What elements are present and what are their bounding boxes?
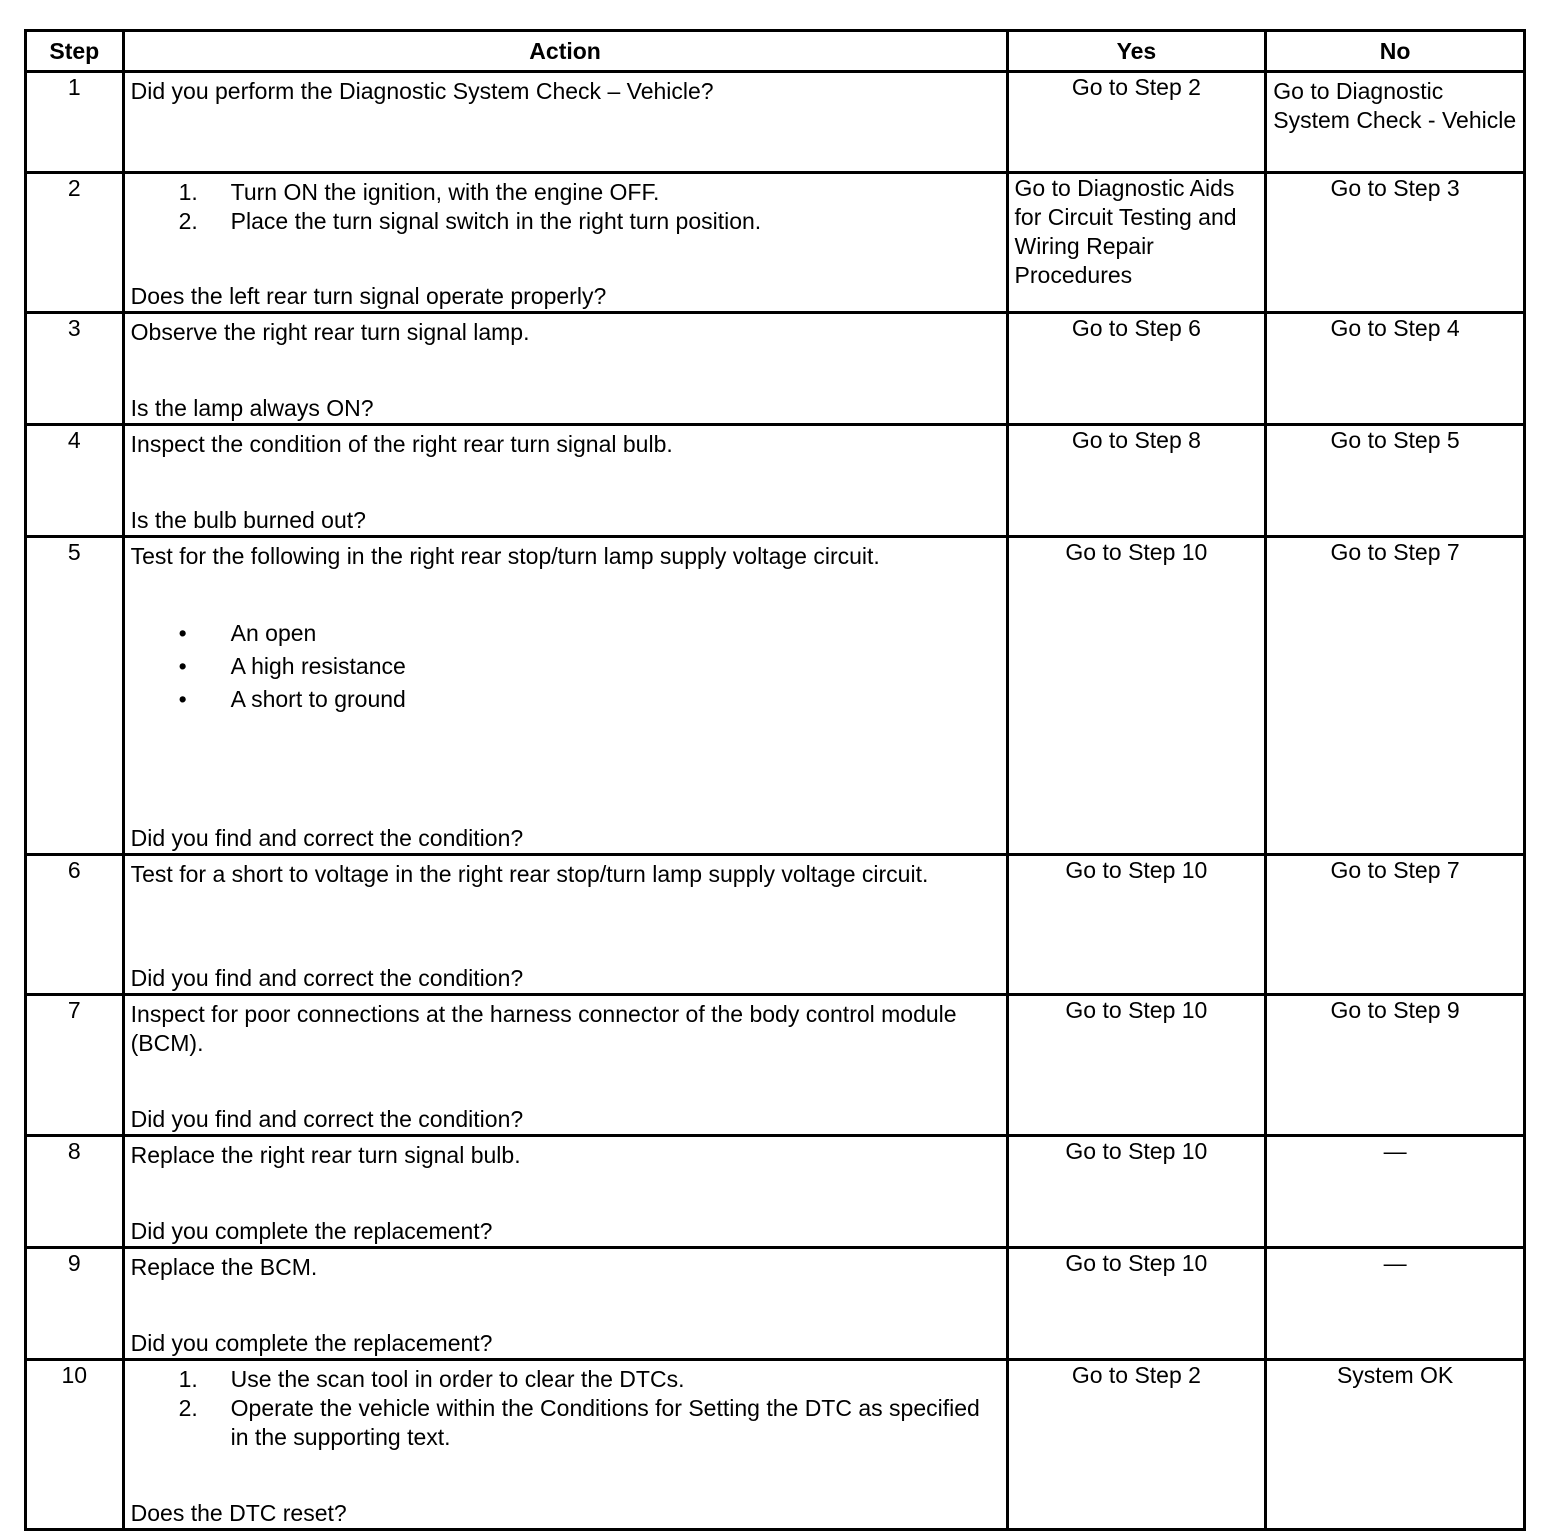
table-row-step-10 [26, 1360, 1525, 1530]
table-row-step-4 [26, 425, 1525, 537]
no-cell: Go to Step 3 [1266, 173, 1525, 313]
action-text: Observe the right rear turn signal lamp. [130, 319, 530, 345]
table-row-step-1 [26, 72, 1525, 173]
no-cell: — [1266, 1136, 1525, 1248]
action-cell [123, 1136, 1007, 1248]
table-row-step-6 [26, 855, 1525, 995]
no-cell: Go to Step 7 [1266, 855, 1525, 995]
table-row-step-3 [26, 313, 1525, 425]
action-question: Is the lamp always ON? [130, 395, 374, 421]
yes-cell: Go to Step 10 [1007, 855, 1266, 995]
table-row-step-7 [26, 995, 1525, 1136]
no-cell: Go to Diagnostic System Check - Vehicle [1266, 72, 1525, 173]
no-cell: System OK [1266, 1360, 1525, 1530]
step-number: 4 [26, 425, 124, 537]
step-number: 5 [26, 537, 124, 855]
action-question: Does the left rear turn signal operate properly? [130, 283, 607, 309]
yes-cell: Go to Step 2 [1007, 72, 1266, 173]
action-text: Inspect the condition of the right rear turn signal bulb. [130, 431, 673, 457]
no-cell: Go to Step 4 [1266, 313, 1525, 425]
action-text: Replace the right rear turn signal bulb. [130, 1142, 521, 1168]
step-number: 1 [26, 72, 124, 173]
action-question: Did you find and correct the condition? [130, 965, 524, 991]
step-number: 8 [26, 1136, 124, 1248]
step-number: 2 [26, 173, 124, 313]
action-cell [123, 173, 1007, 313]
no-cell: Go to Step 9 [1266, 995, 1525, 1136]
action-question: Is the bulb burned out? [130, 507, 366, 533]
action-cell [123, 425, 1007, 537]
header-yes: Yes [1007, 31, 1266, 72]
table-row-step-2 [26, 173, 1525, 313]
header-row [26, 31, 1525, 72]
action-cell [123, 855, 1007, 995]
header-no: No [1266, 31, 1525, 72]
diagnostic-table [24, 29, 1526, 1531]
action-cell [123, 72, 1007, 173]
action-cell [123, 313, 1007, 425]
bullet-icon: • [178, 653, 187, 679]
yes-cell: Go to Step 8 [1007, 425, 1266, 537]
step-number: 10 [26, 1360, 124, 1530]
list-item: 1. Turn ON the ignition, with the engine OFF. [178, 179, 660, 205]
step-number: 7 [26, 995, 124, 1136]
no-cell: — [1266, 1248, 1525, 1360]
action-text: Replace the BCM. [130, 1254, 318, 1280]
action-cell [123, 1248, 1007, 1360]
yes-cell: Go to Step 10 [1007, 537, 1266, 855]
list-item: • A high resistance [131, 650, 1000, 683]
yes-cell: Go to Step 2 [1007, 1360, 1266, 1530]
header-step: Step [26, 31, 124, 72]
header-action: Action [123, 31, 1007, 72]
table-row-step-8 [26, 1136, 1525, 1248]
step-number: 6 [26, 855, 124, 995]
action-text: Test for a short to voltage in the right rear stop/turn lamp supply voltage circuit. [130, 861, 929, 887]
action-question: Did you find and correct the condition? [130, 1106, 524, 1132]
yes-cell: Go to Diagnostic Aids for Circuit Testing and Wiring Repair Procedures [1007, 173, 1266, 313]
action-question: Does the DTC reset? [130, 1500, 347, 1526]
action-cell [123, 537, 1007, 855]
yes-cell: Go to Step 10 [1007, 1248, 1266, 1360]
bullet-icon: • [178, 686, 187, 712]
yes-cell: Go to Step 10 [1007, 1136, 1266, 1248]
yes-cell: Go to Step 6 [1007, 313, 1266, 425]
list-item: 2. Place the turn signal switch in the right turn position. [178, 208, 762, 234]
list-item: 2. Operate the vehicle within the Conditions for Setting the DTC as specified in the supporting text. [178, 1395, 980, 1450]
action-text: Test for the following in the right rear stop/turn lamp supply voltage circuit. [130, 543, 880, 569]
action-cell [123, 995, 1007, 1136]
no-cell: Go to Step 5 [1266, 425, 1525, 537]
table-row-step-9 [26, 1248, 1525, 1360]
action-question: Did you complete the replacement? [130, 1218, 493, 1244]
action-question: Did you find and correct the condition? [130, 825, 524, 851]
bullet-icon: • [178, 620, 187, 646]
list-item: 1. Use the scan tool in order to clear the DTCs. [178, 1366, 685, 1392]
action-text: Inspect for poor connections at the harness connector of the body control module (BCM). [130, 1001, 957, 1056]
step-number: 9 [26, 1248, 124, 1360]
yes-cell: Go to Step 10 [1007, 995, 1266, 1136]
table-row-step-5 [26, 537, 1525, 855]
action-question: Did you complete the replacement? [130, 1330, 493, 1356]
step-number: 3 [26, 313, 124, 425]
bullet-list [131, 617, 1000, 716]
list-item: • A short to ground [131, 683, 1000, 716]
action-cell [123, 1360, 1007, 1530]
list-item: • An open [131, 617, 1000, 650]
no-cell: Go to Step 7 [1266, 537, 1525, 855]
action-text: Did you perform the Diagnostic System Check – Vehicle? [130, 78, 714, 104]
